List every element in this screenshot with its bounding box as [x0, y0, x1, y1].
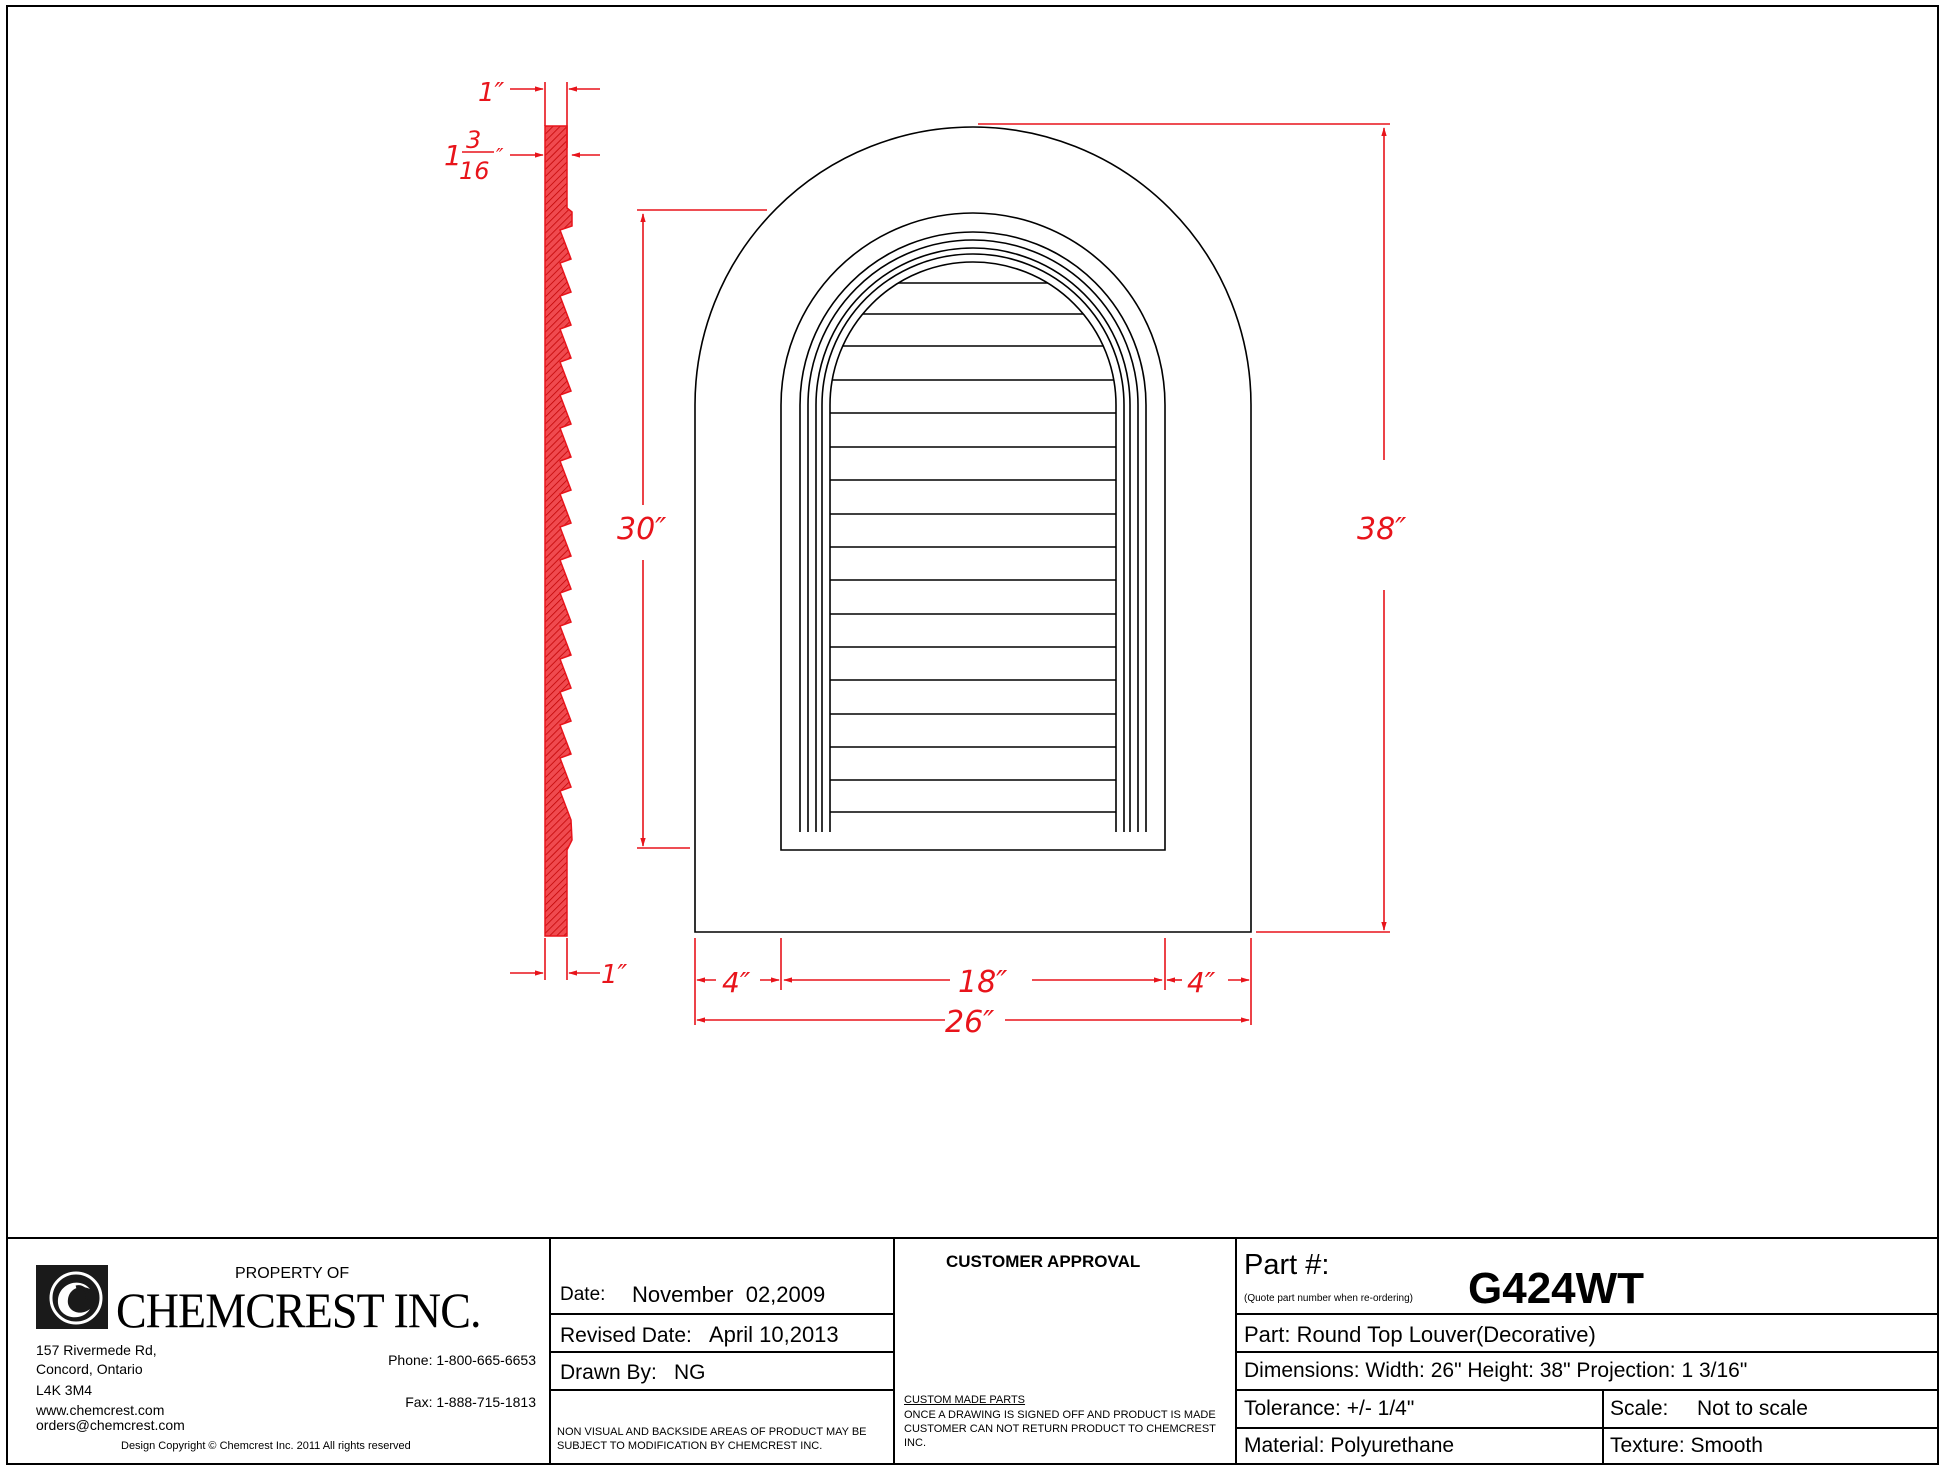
louver-slats	[830, 283, 1116, 812]
address-line-1: 157 Rivermede Rd,	[36, 1342, 157, 1358]
part-number-label: Part #:	[1244, 1249, 1330, 1281]
material: Material: Polyurethane	[1244, 1434, 1455, 1457]
chemcrest-logo-icon	[36, 1265, 108, 1329]
revised-date-value: April 10,2013	[709, 1322, 839, 1347]
custom-parts-heading: CUSTOM MADE PARTS	[904, 1394, 1026, 1406]
dim-projection-whole: 1	[444, 139, 462, 172]
divider	[549, 1351, 893, 1353]
texture: Texture: Smooth	[1610, 1434, 1763, 1457]
part-name: Part: Round Top Louver(Decorative)	[1244, 1322, 1596, 1347]
website-link[interactable]: www.chemcrest.com	[36, 1402, 165, 1418]
part-dimensions: Dimensions: Width: 26" Height: 38" Projection: 1 3/16"	[1244, 1359, 1748, 1382]
divider	[549, 1313, 893, 1315]
divider	[1235, 1389, 1939, 1391]
trim-ring-2	[808, 240, 1138, 832]
divider	[1235, 1427, 1939, 1429]
scale-label: Scale:	[1610, 1397, 1669, 1420]
company-name: CHEMCREST INC.	[116, 1282, 481, 1338]
date-value: November 02,2009	[632, 1282, 826, 1307]
fax-number: Fax: 1-888-715-1813	[405, 1394, 536, 1410]
drawn-by-value: NG	[674, 1361, 706, 1384]
divider	[549, 1389, 893, 1391]
side-profile-section	[545, 126, 572, 936]
address-line-3: L4K 3M4	[36, 1382, 93, 1398]
divider	[893, 1237, 895, 1465]
copyright-notice: Design Copyright © Chemcrest Inc. 2011 All rights reserved	[121, 1440, 411, 1452]
drawn-by-label: Drawn By:	[560, 1361, 657, 1384]
divider	[1235, 1351, 1939, 1353]
dim-side-bottom: 1″	[601, 960, 628, 990]
email-link[interactable]: orders@chemcrest.com	[36, 1417, 185, 1433]
dim-overall-width: 26″	[945, 1005, 995, 1040]
trim-ring-1	[800, 232, 1146, 832]
dim-overall-height: 38″	[1357, 512, 1407, 547]
tolerance: Tolerance: +/- 1/4"	[1244, 1397, 1415, 1420]
front-elevation	[695, 127, 1251, 932]
company-panel	[8, 1239, 548, 1463]
scale-value: Not to scale	[1697, 1397, 1808, 1420]
custom-parts-notice: ONCE A DRAWING IS SIGNED OFF AND PRODUCT IS MADE CUSTOMER CAN NOT RETURN PRODUCT TO CHEMCREST INC.	[904, 1409, 1216, 1449]
revised-date-label: Revised Date:	[560, 1324, 692, 1347]
dim-opening-height: 30″	[617, 512, 667, 547]
phone-number: Phone: 1-800-665-6653	[388, 1352, 536, 1368]
part-number-value: G424WT	[1468, 1264, 1645, 1313]
dim-projection-denominator: 16	[459, 157, 490, 185]
trim-ring-4	[822, 254, 1124, 832]
dim-left-margin: 4″	[722, 966, 751, 999]
property-of-label: PROPERTY OF	[235, 1265, 350, 1282]
dim-side-top: 1″	[478, 78, 505, 108]
trim-ring-3	[816, 248, 1130, 832]
address-line-2: Concord, Ontario	[36, 1361, 143, 1377]
side-profile	[545, 126, 572, 936]
part-number-note: (Quote part number when re-ordering)	[1244, 1293, 1413, 1304]
dim-opening-width: 18″	[958, 965, 1008, 1000]
dim-projection-unit: ″	[496, 144, 504, 168]
dim-projection-numerator: 3	[466, 126, 482, 154]
modification-notice: NON VISUAL AND BACKSIDE AREAS OF PRODUCT MAY BE SUBJECT TO MODIFICATION BY CHEMCREST INC.	[557, 1426, 867, 1452]
date-label: Date:	[560, 1284, 606, 1305]
customer-approval-title: CUSTOMER APPROVAL	[946, 1252, 1141, 1271]
dim-right-margin: 4″	[1187, 966, 1216, 999]
